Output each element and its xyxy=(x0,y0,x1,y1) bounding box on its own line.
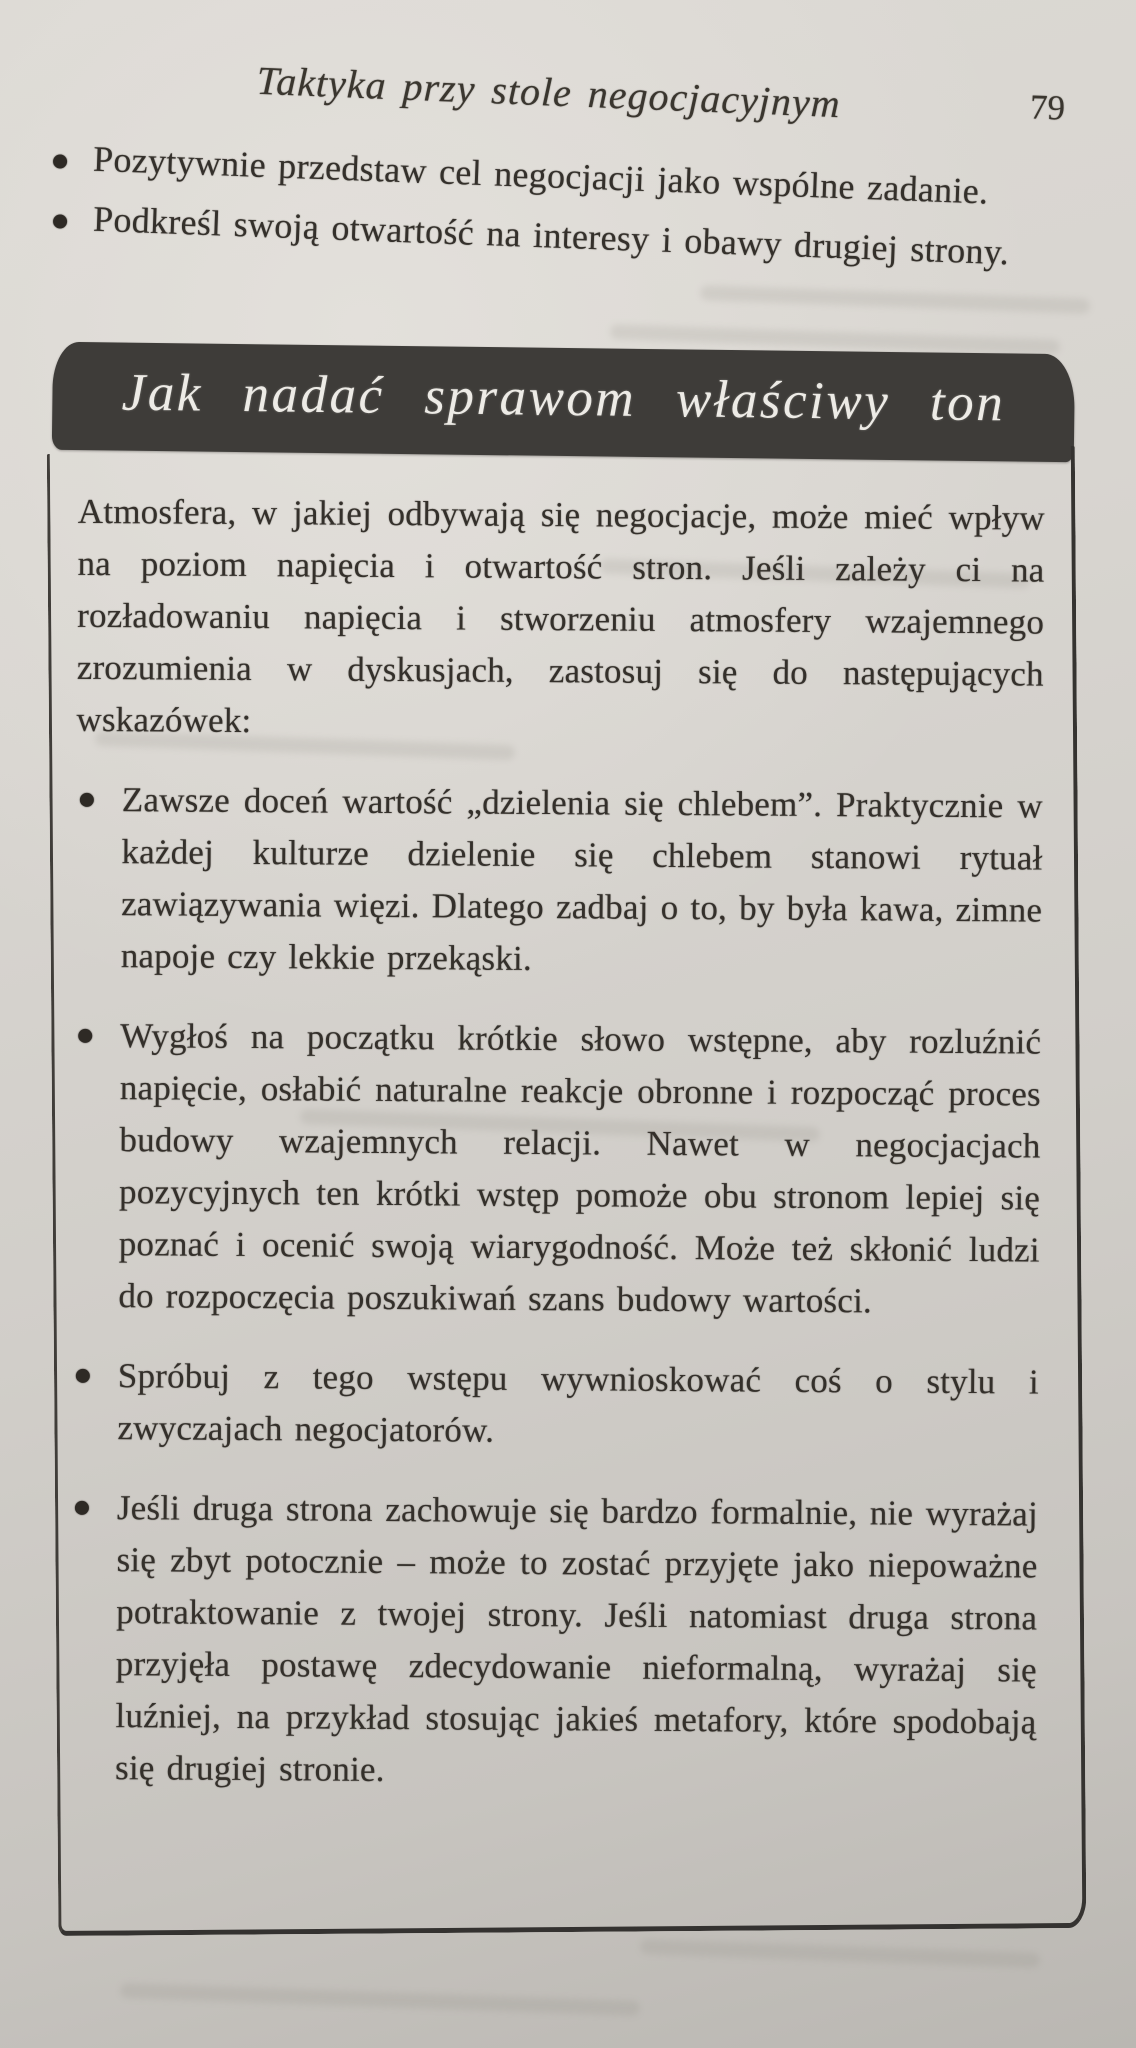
bullet-dot-icon xyxy=(53,214,68,229)
bullet-text: Spróbuj z tego wstępu wywnioskować coś o stylu i zwyczajach negocjatorów. xyxy=(117,1356,1039,1450)
list-item xyxy=(70,1010,1041,1329)
list-item xyxy=(73,774,1043,989)
tip-box xyxy=(46,344,1086,1936)
tip-box-banner xyxy=(52,342,1075,462)
bullet-dot-icon xyxy=(75,1501,89,1515)
bullet-dot-icon xyxy=(78,1029,92,1043)
intro-paragraph: Atmosfera, w jakiej odbywają się negocjacje, może mieć wpływ na poziom napięcia i otwartość stron. Jeśli zależy ci na rozładowaniu napięcia i stworzeniu atmosfery wzajemnego zrozumienia w dyskusjach, zastosuj się do następujących wskazówek: xyxy=(76,491,1046,741)
tip-box-title: Jak nadać sprawom właściwy ton xyxy=(121,363,1006,433)
running-title: Taktyka przy stole negocjacyjnym xyxy=(255,57,842,127)
bullet-text: Podkreśl swoją otwartość na interesy i obawy drugiej strony. xyxy=(92,198,1010,273)
tip-bullet-list xyxy=(67,774,1043,1801)
bullet-dot-icon xyxy=(80,793,94,807)
tip-box-content xyxy=(67,486,1045,1801)
bullet-text: Zawsze doceń wartość „dzielenia się chlebem”. Praktycznie w każdej kulturze dzielenie się chlebem stanowi rytuał zawiązywania więzi. Dlatego zadbaj o to, by była kawa, zimne napoje czy lekkie przekąski. xyxy=(120,780,1043,978)
page-number: 79 xyxy=(1029,87,1066,128)
bullet-dot-icon xyxy=(53,154,68,169)
list-item xyxy=(67,1482,1038,1801)
bullet-dot-icon xyxy=(76,1369,90,1383)
list-item xyxy=(69,1350,1039,1461)
bullet-text: Pozytywnie przedstaw cel negocjacji jako wspólne zadanie. xyxy=(92,138,990,212)
bullet-text: Jeśli druga strona zachowuje się bardzo formalnie, nie wyrażaj się zbyt potocznie – może to zostać przyjęte jako niepoważne potraktowanie z twojej strony. Jeśli natomiast druga strona przyjęła postawę zdecydowanie nieformalną, wyrażaj się luźniej, na przykład stosując jakieś metafory, które spodobają się drugiej stronie. xyxy=(114,1488,1039,1789)
bleed-through-smudge xyxy=(700,285,1090,314)
top-bullet-list xyxy=(46,136,1108,273)
bleed-through-smudge xyxy=(120,1983,640,2016)
tip-box-body xyxy=(47,446,1087,1936)
bleed-through-smudge xyxy=(640,1939,1040,1968)
bullet-text: Wygłoś na początku krótkie słowo wstępne, aby rozluźnić napięcie, osłabić naturalne reakcje obronne i rozpocząć proces budowy wzajemnych relacji. Nawet w negocjacjach pozycyjnych ten krótki wstęp pomoże obu stronom lepiej się poznać i ocenić swoją wiarygodność. Może też skłonić ludzi do rozpoczęcia poszukiwań szans budowy wartości. xyxy=(118,1016,1042,1321)
